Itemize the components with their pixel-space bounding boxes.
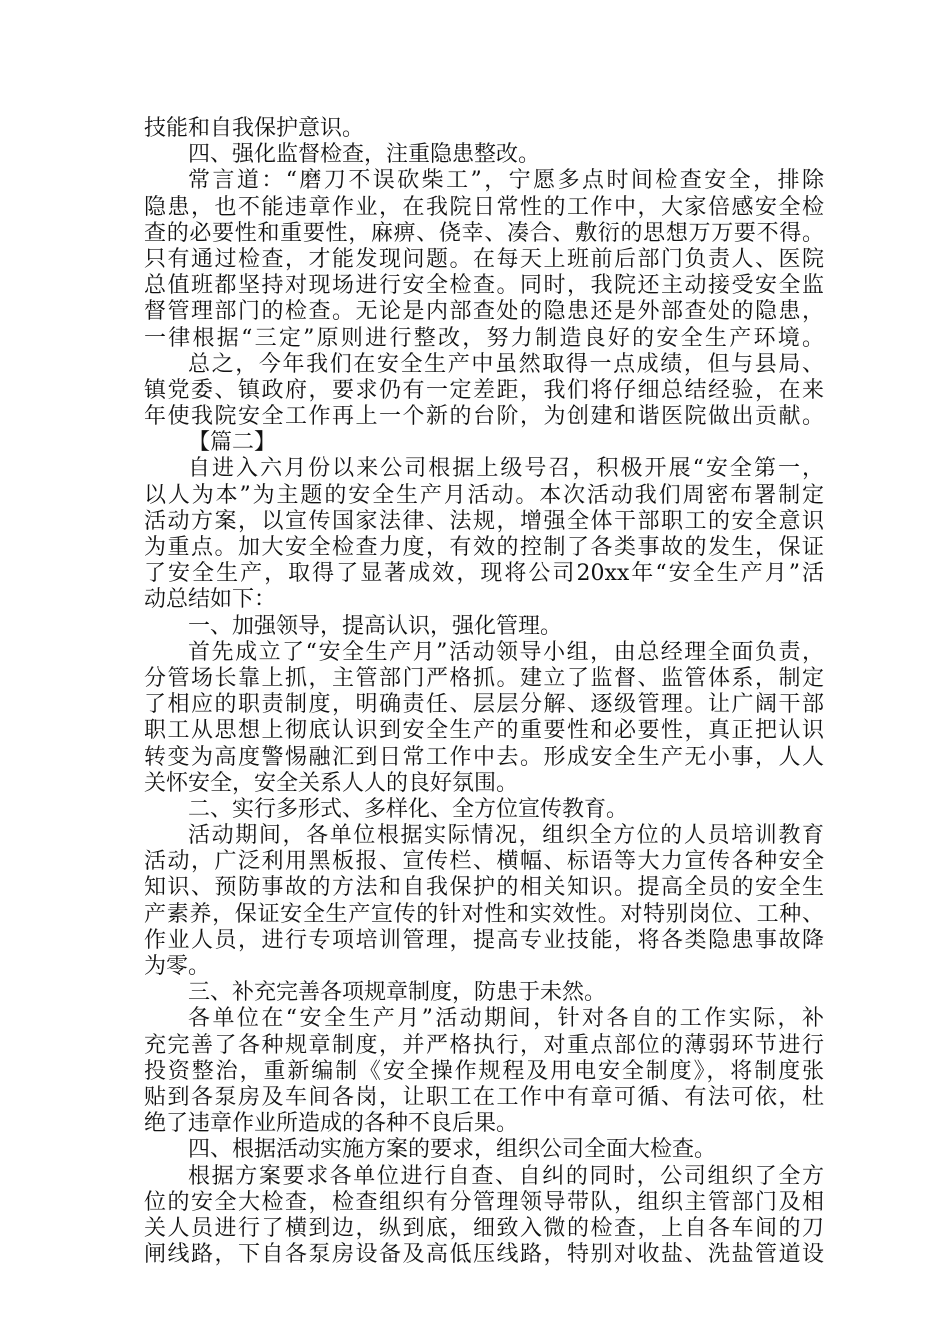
text-line: 分管场长靠上抓，主管部门严格抓。建立了监督、监管体系，制定 bbox=[144, 665, 824, 691]
text-line: 三、补充完善各项规章制度，防患于未然。 bbox=[188, 980, 607, 1006]
text-line: 职工从思想上彻底认识到安全生产的重要性和必要性，真正把认识 bbox=[144, 718, 824, 744]
text-line: 总之，今年我们在安全生产中虽然取得一点成绩，但与县局、 bbox=[188, 351, 824, 377]
text-line: 一律根据“三定”原则进行整改，努力制造良好的安全生产环境。 bbox=[144, 325, 824, 351]
text-line: 活动，广泛利用黑板报、宣传栏、横幅、标语等大力宣传各种安全 bbox=[144, 849, 824, 875]
text-line: 只有通过检查，才能发现问题。在每天上班前后部门负责人、医院 bbox=[144, 246, 824, 272]
text-line: 以人为本”为主题的安全生产月活动。本次活动我们周密布署制定 bbox=[144, 482, 824, 508]
text-line: 关人员进行了横到边，纵到底，细致入微的检查，上自各车间的刀 bbox=[144, 1215, 824, 1241]
text-line: 为零。 bbox=[144, 954, 211, 979]
text-line: 作业人员，进行专项培训管理，提高专业技能，将各类隐患事故降 bbox=[144, 927, 824, 953]
text-line: 隐患，也不能违章作业，在我院日常性的工作中，大家倍感安全检 bbox=[144, 194, 824, 220]
text-line: 四、根据活动实施方案的要求，组织公司全面大检查。 bbox=[188, 1137, 717, 1163]
text-line: 根据方案要求各单位进行自查、自纠的同时，公司组织了全方 bbox=[188, 1163, 824, 1189]
text-line: 动总结如下： bbox=[144, 587, 277, 613]
document-page bbox=[144, 116, 824, 1268]
text-line: 自进入六月份以来公司根据上级号召，积极开展“安全第一， bbox=[188, 456, 824, 482]
text-line: 督管理部门的检查。无论是内部查处的隐患还是外部查处的隐患， bbox=[144, 299, 824, 325]
text-line: 贴到各泵房及车间各岗，让职工在工作中有章可循、有法可依，杜 bbox=[144, 1084, 824, 1110]
text-line: 知识、预防事故的方法和自我保护的相关知识。提高全员的安全生 bbox=[144, 875, 824, 901]
text-line: 了安全生产，取得了显著成效，现将公司20xx年“安全生产月”活 bbox=[144, 561, 824, 587]
text-line: 活动期间，各单位根据实际情况，组织全方位的人员培训教育 bbox=[188, 823, 824, 849]
text-line: 查的必要性和重要性，麻痹、侥幸、凑合、敷衍的思想万万要不得。 bbox=[144, 220, 824, 246]
text-line: 常言道：“磨刀不误砍柴工”，宁愿多点时间检查安全，排除 bbox=[188, 168, 824, 194]
text-line: 产素养，保证安全生产宣传的针对性和实效性。对特别岗位、工种、 bbox=[144, 901, 824, 927]
text-line: 一、加强领导，提高认识，强化管理。 bbox=[188, 613, 563, 639]
text-line: 闸线路，下自各泵房设备及高低压线路，特别对收盐、洗盐管道设 bbox=[144, 1242, 824, 1268]
text-line: 绝了违章作业所造成的各种不良后果。 bbox=[144, 1111, 519, 1137]
text-line: 镇党委、镇政府，要求仍有一定差距，我们将仔细总结经验，在来 bbox=[144, 377, 824, 403]
text-line: 活动方案，以宣传国家法律、法规，增强全体干部职工的安全意识 bbox=[144, 508, 824, 534]
text-line: 位的安全大检查，检查组织有分管理领导带队，组织主管部门及相 bbox=[144, 1189, 824, 1215]
text-line: 二、实行多形式、多样化、全方位宣传教育。 bbox=[188, 796, 629, 822]
text-line: 各单位在“安全生产月”活动期间，针对各自的工作实际，补 bbox=[188, 1006, 824, 1032]
text-line: 关怀安全，安全关系人人的良好氛围。 bbox=[144, 770, 519, 796]
text-line: 转变为高度警惕融汇到日常工作中去。形成安全生产无小事，人人 bbox=[144, 744, 824, 770]
text-line: 技能和自我保护意识。 bbox=[144, 116, 365, 141]
text-line: 【篇二】 bbox=[188, 430, 277, 456]
text-line: 充完善了各种规章制度，并严格执行，对重点部位的薄弱环节进行 bbox=[144, 1032, 824, 1058]
text-line: 了相应的职责制度，明确责任、层层分解、逐级管理。让广阔干部 bbox=[144, 692, 824, 718]
text-line: 年使我院安全工作再上一个新的台阶，为创建和谐医院做出贡献。 bbox=[144, 404, 824, 430]
text-line: 四、强化监督检查，注重隐患整改。 bbox=[188, 142, 541, 168]
text-line: 投资整治，重新编制《安全操作规程及用电安全制度》，将制度张 bbox=[144, 1058, 824, 1084]
text-line: 为重点。加大安全检查力度，有效的控制了各类事故的发生，保证 bbox=[144, 535, 824, 560]
text-line: 总值班都坚持对现场进行安全检查。同时，我院还主动接受安全监 bbox=[144, 273, 824, 299]
text-line: 首先成立了“安全生产月”活动领导小组，由总经理全面负责， bbox=[188, 639, 824, 665]
